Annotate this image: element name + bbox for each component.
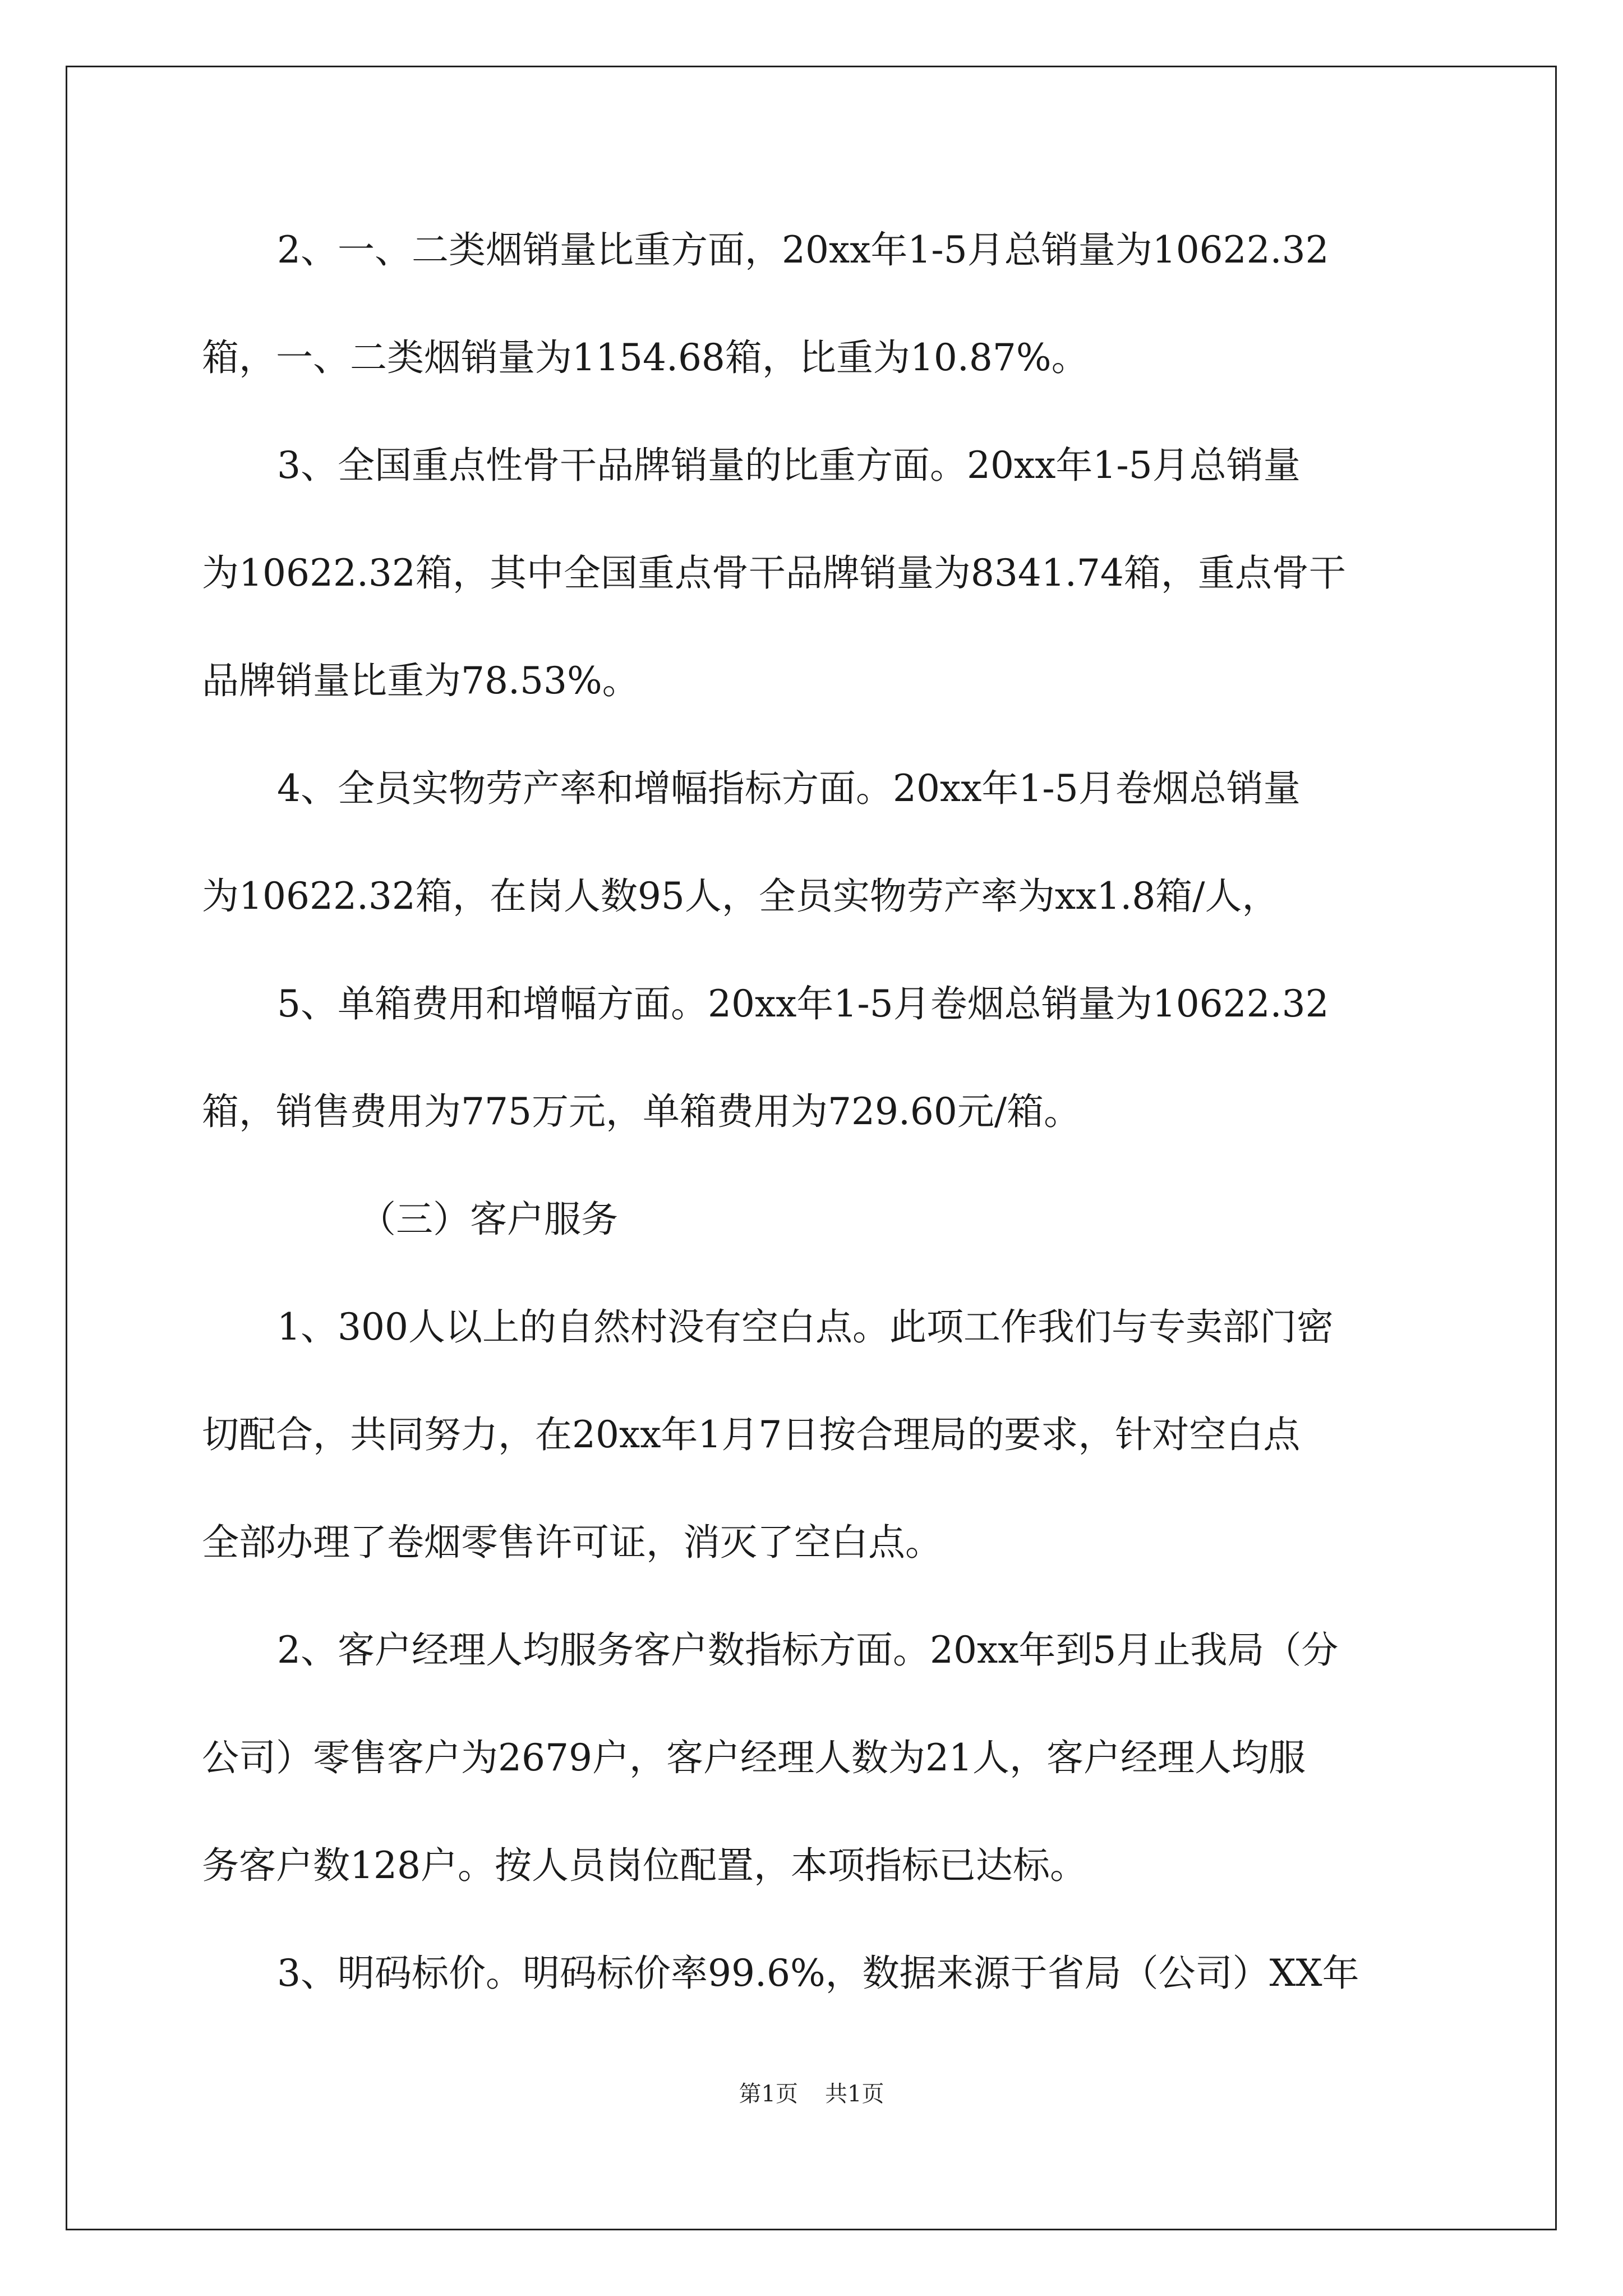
paragraph-line: 4、全员实物劳产率和增幅指标方面。20xx年1-5月卷烟总销量 (277, 767, 1301, 810)
paragraph-line: 切配合，共同努力，在20xx年1月7日按合理局的要求，针对空白点 (202, 1413, 1301, 1456)
paragraph-line: 3、全国重点性骨干品牌销量的比重方面。20xx年1-5月总销量 (277, 444, 1301, 487)
paragraph-line: 箱，销售费用为775万元，单箱费用为729.60元/箱。 (202, 1090, 1081, 1133)
page-total: 共1页 (825, 2081, 884, 2107)
paragraph-line: 公司）零售客户为2679户，客户经理人数为21人，客户经理人均服 (202, 1736, 1306, 1779)
section-heading: （三）客户服务 (359, 1198, 618, 1241)
paragraph-line: 5、单箱费用和增幅方面。20xx年1-5月卷烟总销量为10622.32 (277, 982, 1329, 1025)
paragraph-line: 为10622.32箱，在岗人数95人，全员实物劳产率为xx1.8箱/人， (202, 875, 1279, 918)
paragraph-line: 1、300人以上的自然村没有空白点。此项工作我们与专卖部门密 (277, 1305, 1334, 1349)
paragraph-line: 品牌销量比重为78.53%。 (202, 659, 639, 702)
page-number: 第1页 (739, 2081, 798, 2107)
paragraph-line: 2、客户经理人均服务客户数指标方面。20xx年到5月止我局（分 (277, 1628, 1339, 1672)
paragraph-line: 务客户数128户。按人员岗位配置，本项指标已达标。 (202, 1844, 1087, 1887)
paragraph-line: 为10622.32箱，其中全国重点骨干品牌销量为8341.74箱，重点骨干 (202, 551, 1346, 595)
paragraph-line: 箱，一、二类烟销量为1154.68箱，比重为10.87%。 (202, 336, 1089, 379)
paragraph-line: 全部办理了卷烟零售许可证，消灭了空白点。 (202, 1521, 942, 1564)
paragraph-line: 2、一、二类烟销量比重方面，20xx年1-5月总销量为10622.32 (277, 228, 1329, 272)
page-footer (0, 2078, 1623, 2110)
document-body (202, 217, 1422, 2048)
paragraph-line: 3、明码标价。明码标价率99.6%，数据来源于省局（公司）XX年 (277, 1952, 1359, 1995)
